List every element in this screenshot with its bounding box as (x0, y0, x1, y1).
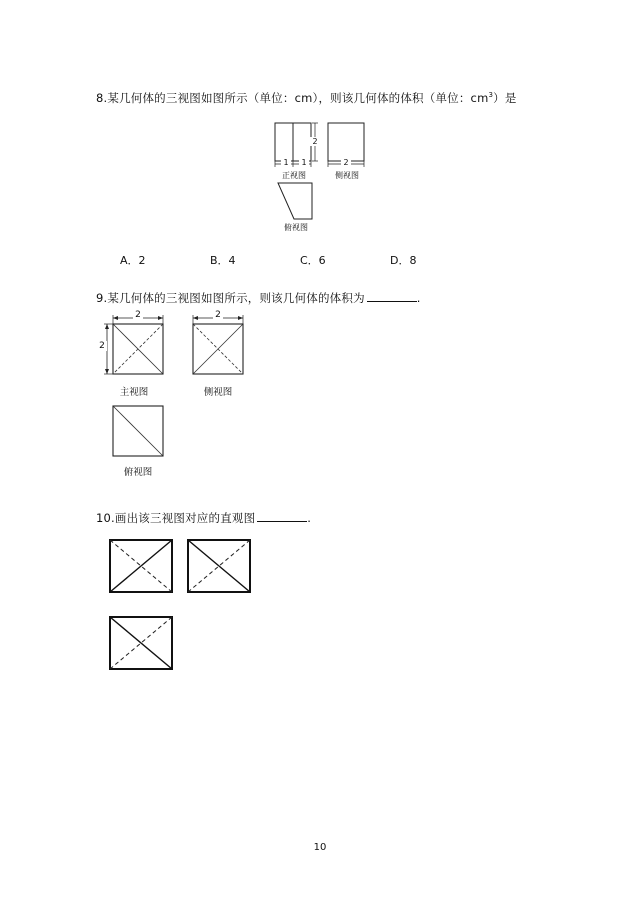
q9-text (96, 289, 421, 306)
q9-dim-side-width: 2 (213, 310, 223, 320)
q9-top-label: 俯视图 (123, 467, 153, 478)
q8-dim-1a: 1 (281, 158, 291, 167)
q9-front-view (103, 312, 173, 382)
q9-dim-front-width: 2 (133, 310, 143, 320)
q8-option-c[interactable]: C．6 (300, 254, 326, 267)
q8-text (96, 90, 517, 106)
page-number: 10 (313, 842, 327, 853)
q8-option-d[interactable]: D．8 (390, 254, 417, 267)
q10-text (96, 509, 311, 526)
q9-front-label: 主视图 (119, 387, 149, 398)
q10-stem-end: . (307, 511, 312, 525)
q9-dim-front-height: 2 (97, 341, 107, 351)
q8-option-a[interactable]: A．2 (120, 254, 146, 267)
q8-unit-superscript: 3 (488, 91, 494, 100)
q8-option-b[interactable]: B．4 (210, 254, 236, 267)
q8-dim-height: 2 (310, 137, 320, 146)
q9-stem-end: . (416, 291, 421, 305)
q9-answer-blank[interactable] (367, 289, 417, 302)
q8-top-view (272, 180, 322, 225)
q10-answer-blank[interactable] (257, 509, 307, 522)
q8-side-label: 侧视图 (335, 171, 359, 180)
q10-view-1 (108, 538, 174, 594)
q8-dim-width: 2 (341, 158, 351, 167)
q10-stem: 10.画出该三视图对应的直观图 (96, 511, 256, 525)
q9-top-view (105, 402, 165, 462)
q8-front-label: 正视图 (282, 171, 306, 180)
q9-side-view (185, 312, 245, 382)
q10-view-2 (186, 538, 252, 594)
q8-stem: 8.某几何体的三视图如图所示（单位：cm），则该几何体的体积（单位：cm (96, 91, 489, 105)
q9-side-label: 侧视图 (203, 387, 233, 398)
q9-stem: 9.某几何体的三视图如图所示，则该几何体的体积为 (96, 291, 365, 305)
q10-view-3 (108, 615, 174, 671)
q8-dim-1b: 1 (299, 158, 309, 167)
q8-top-label: 俯视图 (284, 223, 308, 232)
q8-stem-end: ）是 (493, 91, 517, 105)
